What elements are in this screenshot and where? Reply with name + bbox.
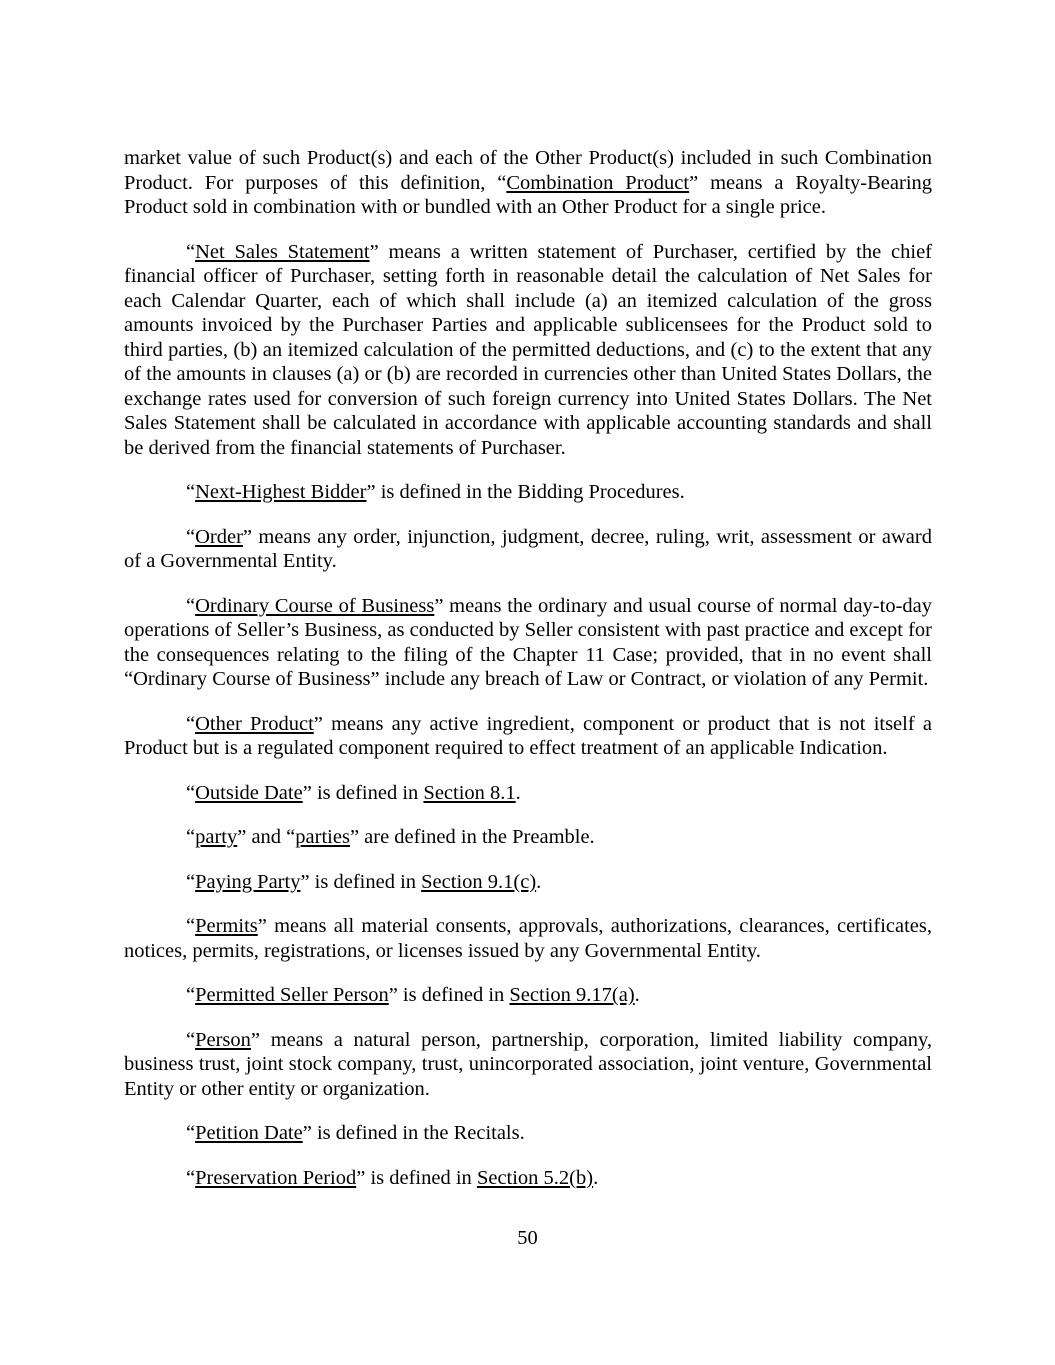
defined-term: parties: [295, 826, 350, 848]
paragraph: [124, 1166, 932, 1191]
paragraph: [124, 525, 932, 574]
text-run: ” means all material consents, approvals, authorizations, clearances, certificates, notices, permits, registrations, or licenses issued by any Governmental Entity.: [124, 915, 932, 962]
text-run: ” means any order, injunction, judgment, decree, ruling, writ, assessment or award of a Governmental Entity.: [124, 525, 932, 572]
text-run: ” is defined in: [302, 781, 424, 804]
text-run: “: [186, 525, 196, 548]
defined-term: Ordinary Course of Business: [195, 594, 435, 617]
text-run: ” means a written statement of Purchaser, certified by the chief financial officer of Purchaser, setting forth in reasonable detail the calculation of Net Sales for each Calendar Quarter, each of which shall include (a) an itemized calculation of the gross amounts invoiced by the Purchaser Parties and applicable sublicensees for the Product sold to third parties, (b) an itemized calculation of the permitted deductions, and (c) to the extent that any of the amounts in clauses (a) or (b) are recorded in currencies other than United States Dollars, the exchange rates used for conversion of such foreign currency into United States Dollars. The Net Sales Statement shall be calculated in accordance with applicable accounting standards and shall be derived from the financial statements of Purchaser.: [124, 240, 933, 459]
text-run: ” are defined in the Preamble.: [349, 826, 595, 848]
text-run: “: [186, 1028, 196, 1051]
paragraph: [124, 240, 932, 461]
text-run: ” is defined in: [356, 1166, 477, 1189]
defined-term: Section 8.1: [423, 781, 516, 804]
paragraph: [124, 781, 932, 806]
defined-term: Next-Highest Bidder: [195, 481, 367, 503]
defined-term: party: [195, 826, 238, 848]
text-run: ” and “: [237, 826, 296, 848]
defined-term: Net Sales Statement: [195, 240, 370, 263]
paragraph: [124, 480, 932, 505]
text-run: ” means any active ingredient, component or product that is not itself a Product but is a regulated component required to effect treatment of an applicable Indication.: [124, 712, 932, 759]
defined-term: Preservation Period: [195, 1166, 357, 1189]
defined-term: Combination Product: [506, 171, 690, 194]
defined-term: Paying Party: [195, 870, 301, 893]
paragraph: [124, 1121, 932, 1146]
paragraph: [124, 983, 932, 1008]
text-run: “: [186, 984, 196, 1006]
paragraph: [124, 712, 932, 761]
defined-term: Section 9.17(a): [509, 984, 635, 1006]
page-number: 50: [517, 1227, 538, 1249]
paragraph: [124, 1028, 932, 1102]
defined-term: Permitted Seller Person: [195, 984, 389, 1006]
defined-term: Person: [195, 1028, 251, 1051]
text-run: “: [186, 826, 196, 848]
text-run: .: [634, 984, 640, 1006]
text-run: “: [186, 481, 196, 503]
text-run: .: [536, 870, 542, 893]
text-run: ” is defined in the Recitals.: [302, 1122, 525, 1144]
text-run: “: [186, 240, 196, 263]
text-run: market value of such Product(s) and each of the Other Product(s) included in such Combination Product. For purposes of this definition, “: [124, 147, 932, 194]
paragraph: [124, 594, 932, 692]
document-body: [124, 146, 932, 1210]
defined-term: Other Product: [195, 712, 314, 735]
paragraph: [124, 914, 932, 963]
defined-term: Permits: [195, 915, 258, 937]
defined-term: Section 5.2(b): [476, 1166, 594, 1189]
text-run: “: [186, 594, 196, 617]
paragraph: [124, 825, 932, 850]
defined-term: Outside Date: [195, 781, 303, 804]
text-run: “: [186, 1122, 196, 1144]
text-run: .: [593, 1166, 599, 1189]
text-run: ” is defined in: [388, 984, 510, 1006]
defined-term: Section 9.1(c): [421, 870, 537, 893]
paragraph: [124, 146, 932, 220]
paragraph: [124, 870, 932, 895]
defined-term: Order: [195, 525, 243, 548]
text-run: “: [186, 870, 196, 893]
text-run: ” is defined in the Bidding Procedures.: [366, 481, 685, 503]
text-run: “: [186, 1166, 196, 1189]
text-run: .: [515, 781, 521, 804]
defined-term: Petition Date: [195, 1122, 303, 1144]
text-run: “: [186, 712, 196, 735]
text-run: ” is defined in: [300, 870, 422, 893]
text-run: “: [186, 781, 196, 804]
text-run: ” means a natural person, partnership, corporation, limited liability company, business trust, joint stock company, trust, unincorporated association, joint venture, Governmental Entity or other entity or organization.: [124, 1028, 932, 1100]
text-run: ” means a Royalty-Bearing Product sold in combination with or bundled with an Other Product for a single price.: [124, 171, 933, 218]
text-run: ” means the ordinary and usual course of normal day-to-day operations of Seller’s Business, as conducted by Seller consistent with past practice and except for the consequences relating to the filing of the Chapter 11 Case; provided, that in no event shall “Ordinary Course of Business” include any breach of Law or Contract, or violation of any Permit.: [124, 594, 932, 690]
text-run: “: [186, 915, 196, 937]
